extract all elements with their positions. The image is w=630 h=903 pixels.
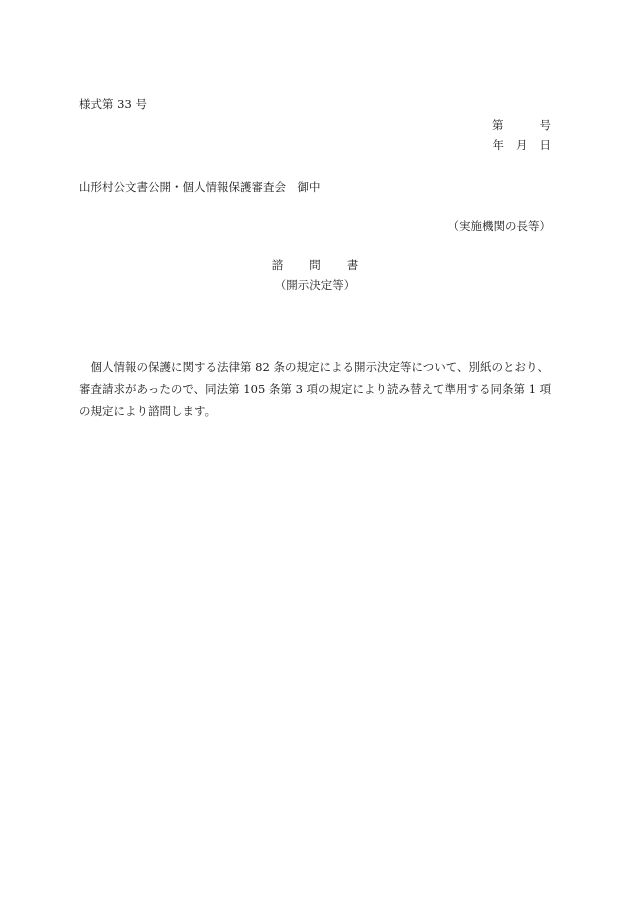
document-number-prefix: 第 <box>492 118 504 132</box>
date-year: 年 <box>492 138 504 152</box>
body-paragraph <box>79 356 551 422</box>
document-title <box>0 258 630 272</box>
sender: （実施機関の長等） <box>447 219 551 233</box>
title-char-1: 諮 <box>271 258 284 272</box>
body-line-1: 個人情報の保護に関する法律第 82 条の規定による開示決定等について、別紙のとおり、 <box>79 360 549 374</box>
document-number-suffix: 号 <box>539 118 551 132</box>
body-line-2: 審査請求があったので、同法第 105 条第 3 項の規定により読み替えて準用する同条第 1 項 <box>79 382 552 396</box>
document-date <box>493 138 552 152</box>
form-number: 様式第 33 号 <box>79 97 147 111</box>
date-day: 日 <box>539 138 551 152</box>
date-month: 月 <box>516 138 528 152</box>
document-subtitle: （開示決定等） <box>274 278 356 292</box>
body-line-3: の規定により諮問します。 <box>79 404 217 418</box>
title-char-3: 書 <box>346 258 359 272</box>
addressee: 山形村公文書公開・個人情報保護審査会 御中 <box>79 180 321 194</box>
document-number <box>492 118 551 132</box>
title-char-2: 問 <box>309 258 321 272</box>
